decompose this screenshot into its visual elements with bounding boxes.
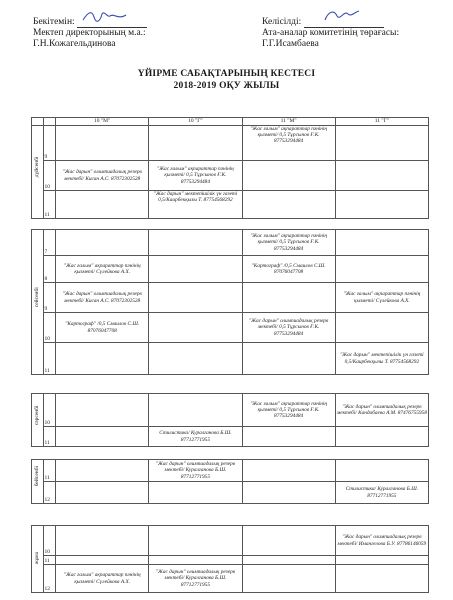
empty-cell: [242, 460, 335, 482]
committee-signature: [322, 6, 362, 24]
director-signature: [80, 8, 130, 26]
lesson-number: 8: [43, 256, 56, 283]
empty-cell: [149, 126, 242, 161]
empty-cell: [149, 230, 242, 256]
schedule-table-tuesday: [31, 229, 429, 375]
lesson-cell: "Жас ғалым" ақпараттар пәнінің қызметі/ 0,5 Тұрсынов Ғ.К. 87753294484: [149, 161, 242, 191]
day-label: дүйсенбі: [34, 156, 41, 178]
empty-cell: [335, 256, 428, 283]
empty-cell: [335, 556, 428, 565]
empty-cell: [149, 343, 242, 375]
lesson-cell: "Жас ғалым" ақпараттар пәнінің қызметі/ Сүлейкова А.Х.: [335, 283, 428, 313]
lesson-cell: "Картограф" /0,5 Смаилов С.Ш. 87076047708: [56, 313, 149, 343]
header-day-cell: [32, 118, 44, 126]
header-num-cell: [43, 118, 56, 126]
lesson-cell: "Жас ғалым" ақпараттар пәнінің қызметі/ Сүлейкова А.Х.: [56, 256, 149, 283]
empty-cell: [56, 394, 149, 427]
lesson-cell: "Жас дарын" мектепішілік үн газеті 0,5/Каирбекқызы Т. 87754568292: [149, 191, 242, 219]
empty-cell: [56, 460, 149, 482]
empty-cell: [56, 230, 149, 256]
lesson-cell: "Картограф" /0,5 Смаилов С.Ш. 87076047708: [242, 256, 335, 283]
lesson-number: 9: [43, 126, 56, 161]
empty-cell: [335, 460, 428, 482]
empty-cell: [242, 427, 335, 447]
day-cell: [32, 460, 44, 504]
column-header: 10 "Г": [149, 118, 242, 126]
lesson-cell: "Жас дарын" олимпиадалық резерв мектебі/ Имангелова Б.У. 87786146059: [335, 526, 428, 556]
day-cell: [32, 126, 44, 219]
lesson-cell: "Жас дарын" олимпиадалық резерв мектебі/ Кисан А.С. 87072302528: [56, 283, 149, 313]
empty-cell: [149, 283, 242, 313]
day-cell: [32, 230, 44, 375]
empty-cell: [335, 230, 428, 256]
committee-name: Г.Г.Исамбаева: [262, 39, 319, 49]
lesson-number: 11: [43, 191, 56, 219]
lesson-number: 11: [43, 556, 56, 565]
lesson-number: 11: [43, 427, 56, 447]
empty-cell: [56, 556, 149, 565]
lesson-cell: "Жас дарын" олимпиадалық резерв мектебі/ Куралганова Б.Ш. 87712771955: [149, 460, 242, 482]
lesson-cell: "Жас ғалым" ақпараттар пәнінің қызметі/ 0,5 Тұрсынов Ғ.К. 87753294484: [242, 230, 335, 256]
empty-cell: [335, 565, 428, 593]
empty-cell: [242, 343, 335, 375]
lesson-cell: "Жас дарын" олимпиадалық резерв мектебі/ Кисан А.С. 87072302528: [56, 161, 149, 191]
page-title: ҮЙІРМЕ САБАҚТАРЫНЫҢ КЕСТЕСІ: [137, 69, 316, 79]
empty-cell: [242, 161, 335, 191]
day-label: сейсенбі: [34, 287, 41, 308]
empty-cell: [56, 343, 149, 375]
day-cell: [32, 526, 44, 593]
lesson-cell: "Жас дарын" олимпиадалық резерв мектебі/ Кандабаева А.М. 87476755958: [335, 394, 428, 427]
director-name: Г.Н.Кожагельдинова: [33, 39, 116, 49]
lesson-number: 12: [43, 482, 56, 504]
empty-cell: [242, 191, 335, 219]
lesson-number: 7: [43, 230, 56, 256]
page-subtitle: 2018-2019 ОҚУ ЖЫЛЫ: [173, 81, 280, 91]
empty-cell: [242, 283, 335, 313]
empty-cell: [335, 191, 428, 219]
empty-cell: [56, 126, 149, 161]
column-header: 10 "М": [56, 118, 149, 126]
lesson-cell: "Жас ғалым" ақпараттар пәнінің қызметі/ 0,5 Тұрсынов Ғ.К. 87753294484: [242, 394, 335, 427]
schedule-table-monday: [31, 117, 429, 219]
lesson-number: 10: [43, 313, 56, 343]
lesson-cell: "Жас дарын" олимпиадалық резерв мектебі/ 0,5 Тұрсынов Ғ.К. 87753294484: [242, 313, 335, 343]
lesson-cell: "Жас ғалым" ақпараттар пәнінің қызметі/ Сүлейкова А.Х.: [56, 565, 149, 593]
empty-cell: [335, 126, 428, 161]
lesson-number: 11: [43, 460, 56, 482]
schedule-table-friday: [31, 525, 429, 593]
schedule-table-thursday: [31, 459, 429, 504]
lesson-number: 11: [43, 343, 56, 375]
empty-cell: [242, 565, 335, 593]
lesson-number: 10: [43, 161, 56, 191]
empty-cell: [335, 427, 428, 447]
empty-cell: [242, 526, 335, 556]
empty-cell: [149, 313, 242, 343]
lesson-number: 10: [43, 526, 56, 556]
empty-cell: [149, 482, 242, 504]
column-header: 11 "Г": [335, 118, 428, 126]
empty-cell: [335, 161, 428, 191]
agreed-label: Келісілді:: [262, 17, 302, 27]
lesson-number: 10: [43, 394, 56, 427]
committee-role: Ата-аналар комитетінің төрағасы:: [262, 28, 400, 38]
lesson-cell: Стилистика/ Куралганова Б.Ш. 87712771955: [149, 427, 242, 447]
empty-cell: [335, 313, 428, 343]
empty-cell: [149, 256, 242, 283]
day-label: сәрсенбі: [34, 405, 41, 426]
empty-cell: [242, 482, 335, 504]
approve-label: Бекітемін:: [33, 17, 75, 27]
empty-cell: [242, 556, 335, 565]
empty-cell: [56, 526, 149, 556]
column-header: 11 "М": [242, 118, 335, 126]
lesson-cell: "Жас ғалым" ақпараттар пәнінің қызметі/ 0,5 Тұрсынов Ғ.К. 87753294484: [242, 126, 335, 161]
empty-cell: [149, 394, 242, 427]
schedule-table-wednesday: [31, 393, 429, 447]
empty-cell: [149, 556, 242, 565]
empty-cell: [149, 526, 242, 556]
day-cell: [32, 394, 44, 447]
day-label: жұма: [34, 551, 41, 565]
lesson-cell: "Жас дарын" мектепішілік үн газеті 0,5/Каирбекқызы Т. 87754568292: [335, 343, 428, 375]
director-role: Мектеп директорының м.а.:: [33, 28, 146, 38]
lesson-cell: Стилистика/ Куралганова Б.Ш. 87712771955: [335, 482, 428, 504]
lesson-cell: "Жас дарын" олимпиадалық резерв мектебі/ Куралганова Б.Ш. 87712771955: [149, 565, 242, 593]
empty-cell: [56, 191, 149, 219]
empty-cell: [56, 482, 149, 504]
empty-cell: [56, 427, 149, 447]
lesson-number: 12: [43, 565, 56, 593]
lesson-number: 9: [43, 283, 56, 313]
day-label: бейсенбі: [34, 466, 41, 487]
